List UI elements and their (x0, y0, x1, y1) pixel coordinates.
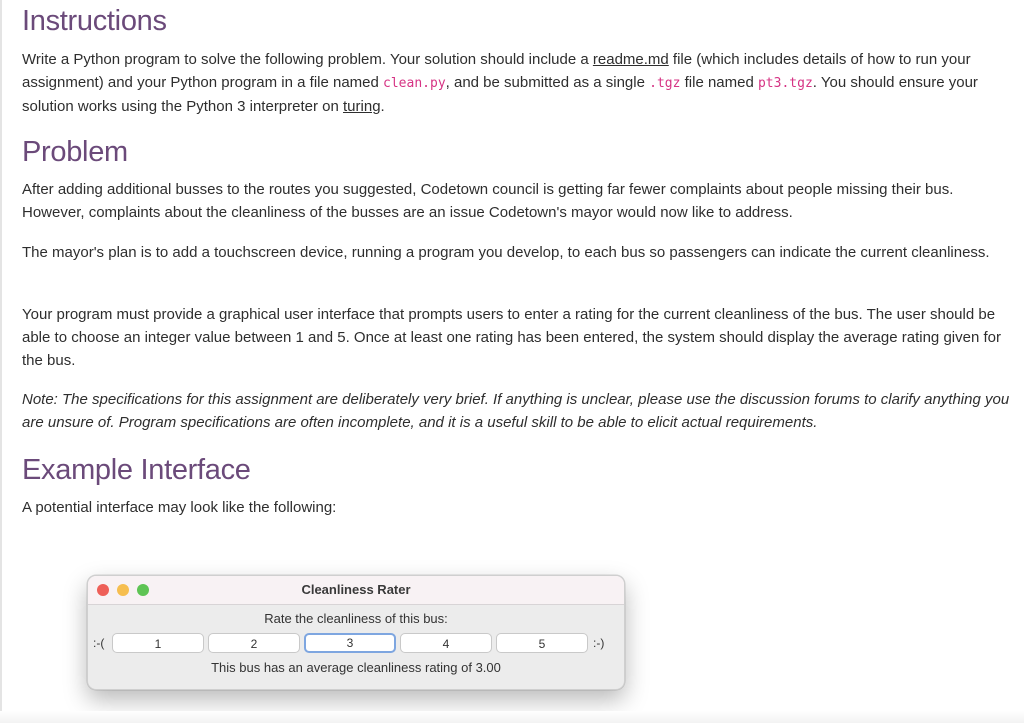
cleanliness-rater-window (87, 575, 625, 690)
tgz-code: .tgz (649, 76, 681, 91)
problem-paragraph-2: The mayor's plan is to add a touchscreen device, running a program you develop, to each bus so passengers can indicate the current cleanliness. (22, 244, 990, 261)
problem-note: Note: The specifications for this assignment are deliberately very brief. If anything is unclear, please use the discussion forums to clarify anything you are unsure of. Program specifications are often incomplete, and it is a useful skill to be able to elicit actual requirements. (22, 391, 1010, 431)
instructions-paragraph (22, 48, 1007, 118)
example-heading: Example Interface (22, 454, 251, 486)
text-run: . You should ensure your solution works using the Python 3 interpreter on (22, 74, 978, 115)
rating-button-5[interactable]: 5 (496, 633, 588, 653)
text-run: file (which includes details of how to run your assignment) and your Python program in a file named (22, 51, 971, 91)
text-run: file named (680, 74, 758, 91)
rating-button-1[interactable]: 1 (112, 633, 204, 653)
average-rating-text: This bus has an average cleanliness rating of 3.00 (211, 660, 501, 675)
text-run: Write a Python program to solve the following problem. Your solution should include a (22, 51, 593, 68)
rating-prompt: Rate the cleanliness of this bus: (264, 611, 448, 626)
readme-link[interactable]: readme.md (592, 51, 669, 68)
rating-button-2[interactable]: 2 (208, 633, 300, 653)
turing-link[interactable]: turing (343, 98, 381, 115)
clean-py-code: clean.py (383, 76, 446, 91)
problem-paragraph-3: Your program must provide a graphical user interface that prompts users to enter a rating for the current cleanliness of the bus. The user should be able to choose an integer value between 1 and 5. Once at least one rating has been entered, the system should display the average rating given for the bus. (22, 306, 1001, 369)
rating-button-4[interactable]: 4 (400, 633, 492, 653)
instructions-heading: Instructions (22, 5, 167, 37)
pt3-tgz-code: pt3.tgz (757, 76, 813, 91)
window-title: Cleanliness Rater (301, 582, 411, 597)
example-paragraph: A potential interface may look like the following: (22, 499, 337, 516)
problem-paragraph-1: After adding additional busses to the routes you suggested, Codetown council is getting far fewer complaints about people missing their bus. However, complaints about the cleanliness of the busses are an issue Codetown's mayor would now like to address. (22, 181, 954, 221)
page-left-border (0, 0, 2, 723)
rating-button-3[interactable]: 3 (304, 633, 396, 653)
problem-heading: Problem (22, 136, 128, 168)
window-titlebar (88, 576, 624, 605)
text-run: . (380, 98, 385, 115)
text-run: , and be submitted as a single (445, 74, 650, 91)
happy-face-label: :-) (593, 636, 605, 650)
sad-face-label: :-( (93, 636, 105, 650)
page-bottom-edge (0, 711, 1024, 723)
